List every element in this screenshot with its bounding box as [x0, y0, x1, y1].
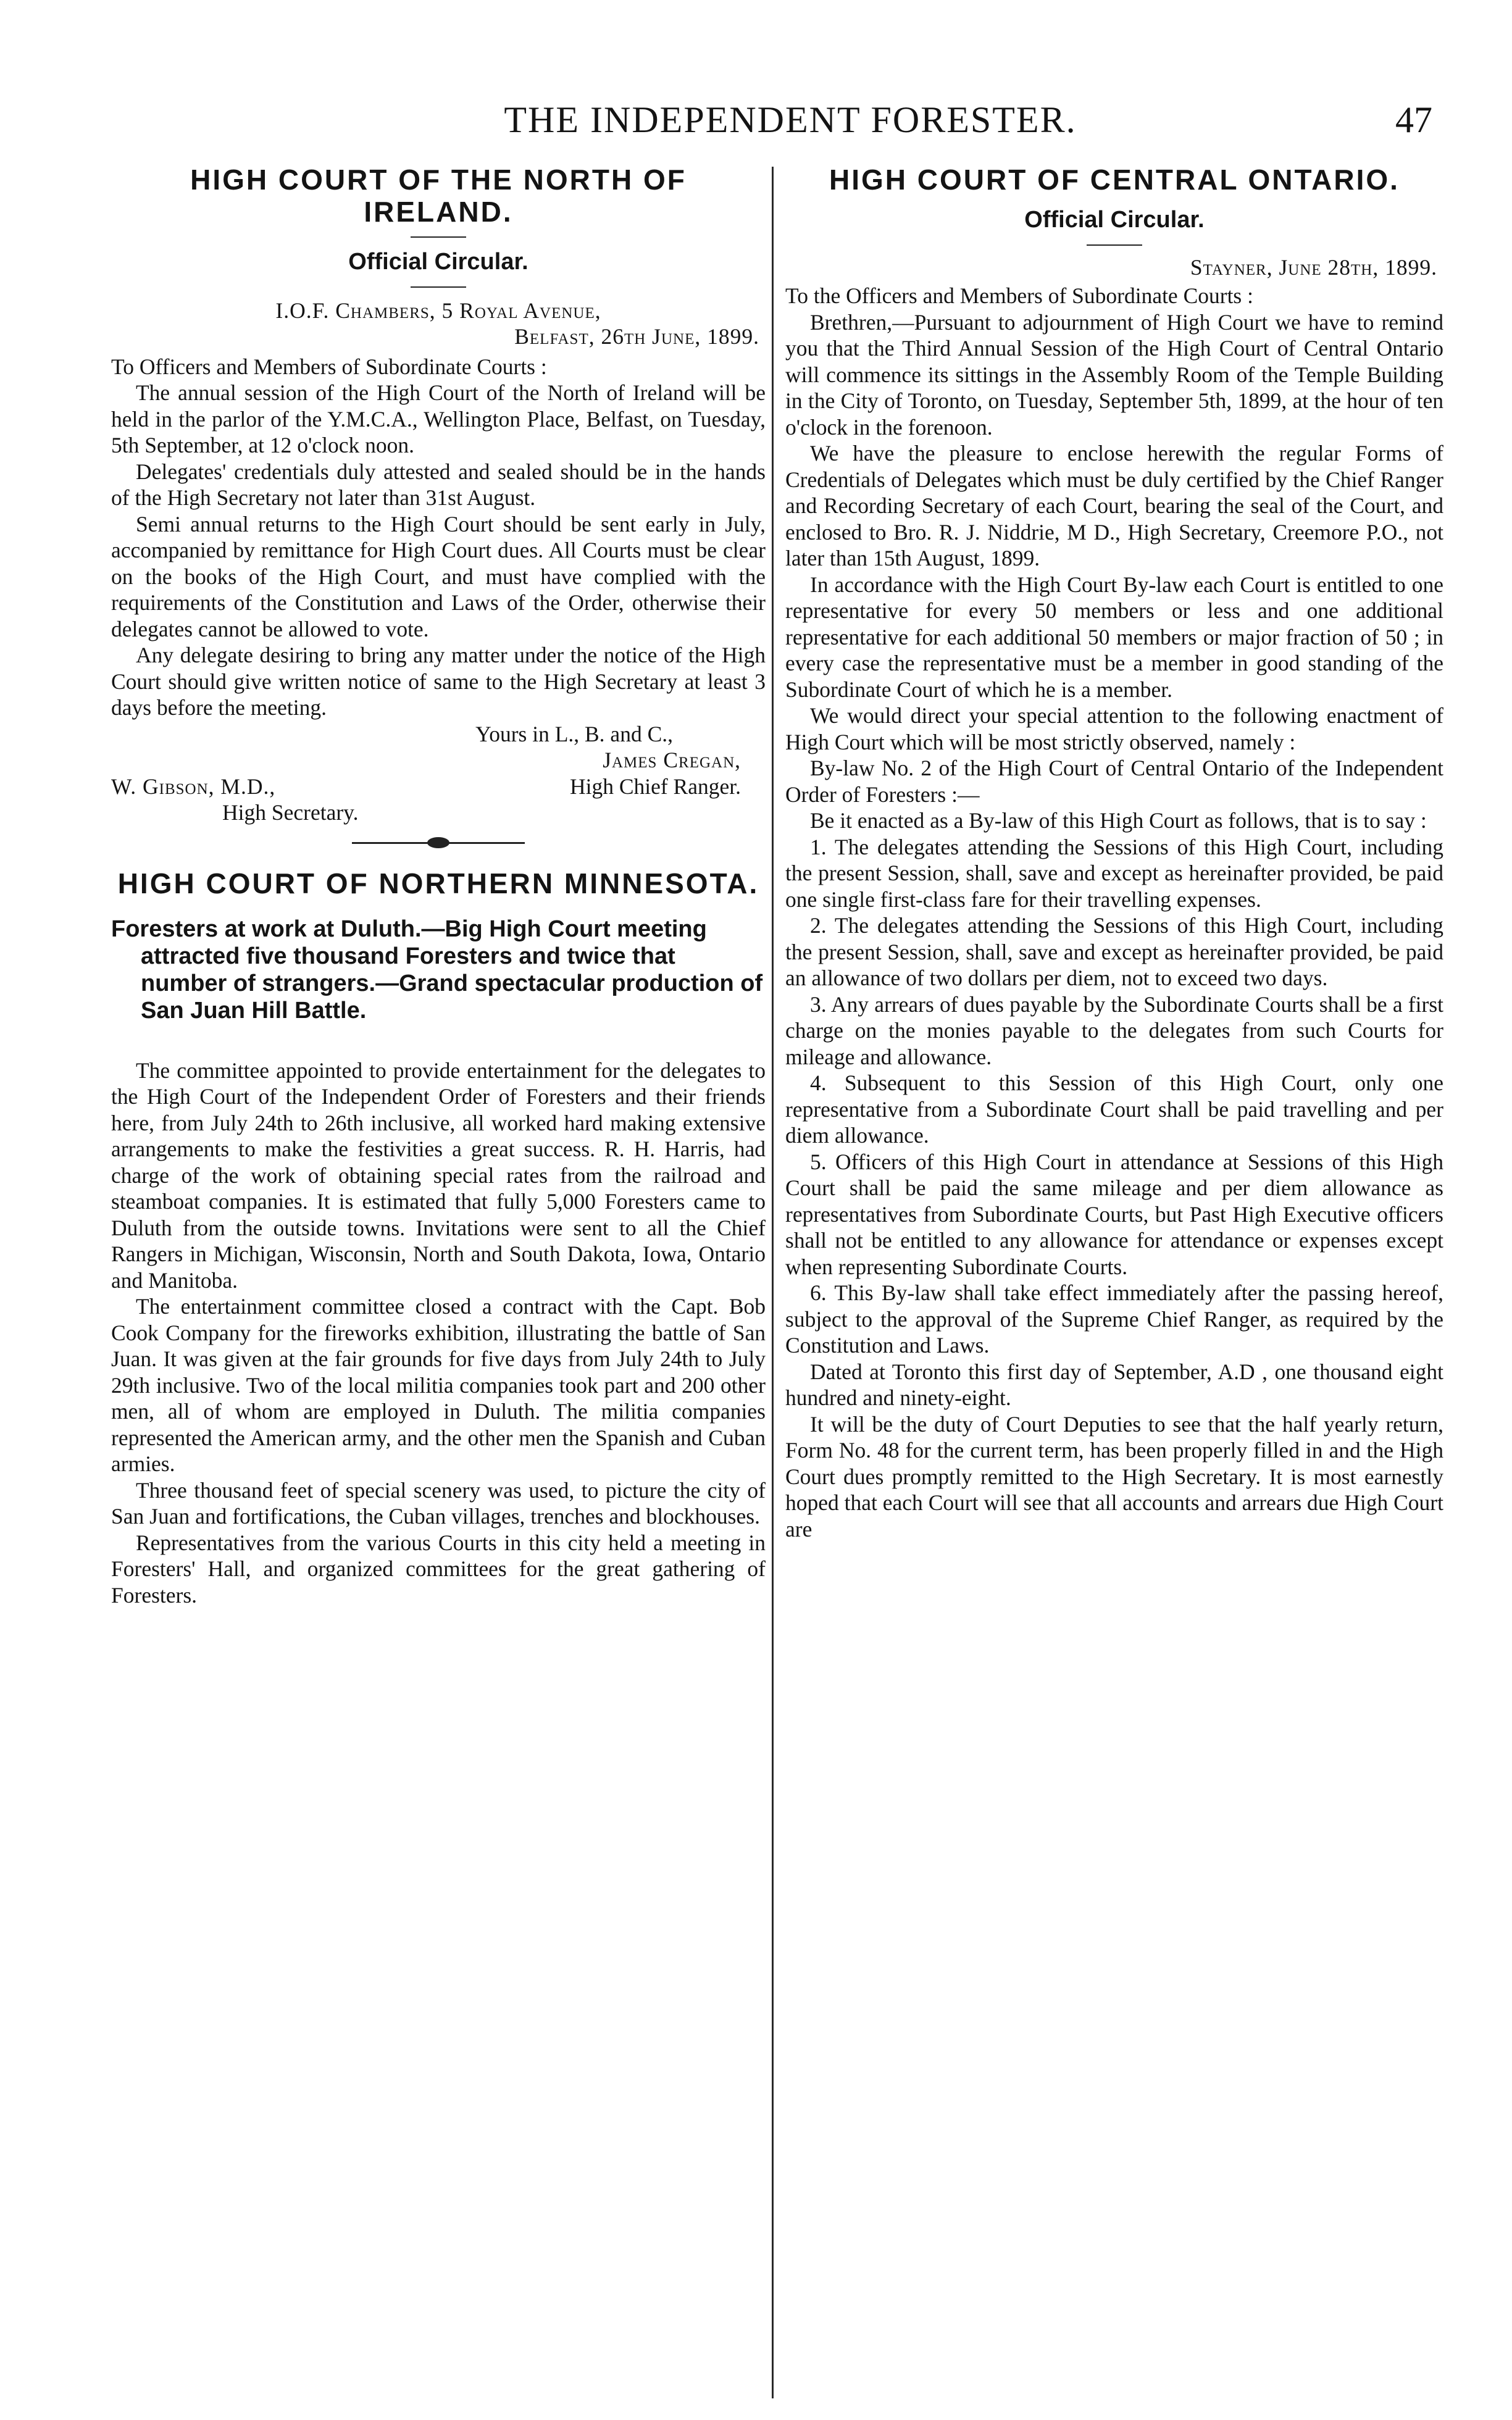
paragraph: Three thousand feet of special scenery was used, to picture the city of San Juan and fortifications, the Cuban villages, trenches and blockhouses.	[111, 1477, 766, 1529]
dateline: Stayner, June 28th, 1899.	[1190, 254, 1437, 280]
paragraph: We would direct your special attention to the following enactment of High Court which will be most strictly observed, namely :	[785, 703, 1443, 754]
bylaw-item: 2. The delegates attending the Sessions of this High Court, including the present Session, shall, save and except as hereinafter provided, be paid an allowance of two dollars per diem, not to exceed two days.	[785, 913, 1443, 990]
running-title: THE INDEPENDENT FORESTER.	[504, 99, 1077, 140]
paragraph: Dated at Toronto this first day of September, A.D , one thousand eight hundred and ninety-eight.	[785, 1359, 1443, 1410]
left-column	[111, 164, 766, 1608]
page-header	[0, 99, 1512, 154]
signer-title: High Chief Ranger.	[569, 774, 741, 799]
paragraph: The committee appointed to provide entertainment for the delegates to the High Court of the Independent Order of Foresters and their friends here, from July 24th to 26th inclusive, all worked hard making extensive arrangements to make the festivities a great success. R. H. Harris, had charge of the work of obtaining special rates from the railroad and steamboat companies. It is estimated that fully 5,000 Foresters came to Duluth from the outside towns. Invitations were sent to all the Chief Rangers in Michigan, Wisconsin, North and South Dakota, Iowa, Ontario and Manitoba.	[111, 1058, 766, 1293]
paragraph: Be it enacted as a By-law of this High Court as follows, that is to say :	[810, 808, 1427, 833]
paragraph: The annual session of the High Court of the North of Ireland will be held in the parlor of the Y.M.C.A., Wellington Place, Belfast, on Tuesday, 5th September, at 12 o'clock noon.	[111, 380, 766, 457]
article-subheading: Official Circular.	[348, 249, 528, 275]
page-number: 47	[1395, 99, 1432, 140]
right-column	[785, 164, 1443, 1542]
article-heading: HIGH COURT OF CENTRAL ONTARIO.	[829, 164, 1400, 196]
bylaw-item: 3. Any arrears of dues payable by the Subordinate Courts shall be a first charge on the monies payable to the delegates from such Courts for mileage and allowance.	[785, 991, 1443, 1069]
article-heading: HIGH COURT OF NORTHERN MINNESOTA.	[117, 867, 759, 899]
article-subheading: Foresters at work at Duluth.—Big High Court meeting attracted five thousand Foresters and twice that number of strangers.—Grand spectacular production of San Juan Hill Battle.	[111, 916, 763, 1024]
paragraph: Semi annual returns to the High Court should be sent early in July, accompanied by remittance for High Court dues. All Courts must be clear on the books of the High Court, and must have complied with the requirements of the Constitution and Laws of the Order, otherwise their delegates cannot be allowed to vote.	[111, 511, 766, 641]
article-subheading: Official Circular.	[1024, 207, 1205, 233]
paragraph: Brethren,—Pursuant to adjournment of High Court we have to remind you that the Third Annual Session of the High Court of Central Ontario will commence its sittings in the Assembly Room of the Temple Building in the City of Toronto, on Tuesday, September 5th, 1899, at the hour of ten o'clock in the forenoon.	[785, 309, 1443, 440]
signature-row	[111, 774, 766, 800]
paragraph: In accordance with the High Court By-law each Court is entitled to one representative for every 50 members or less and one additional representative for each additional 50 members or major fraction of 50 ; in every case the representative must be a member in good standing of the Subordinate Court of which he is a member.	[785, 572, 1443, 702]
article-heading: HIGH COURT OF THE NORTH OF IRELAND.	[190, 164, 687, 228]
section-ornament	[352, 842, 525, 844]
paragraph: Any delegate desiring to bring any matter under the notice of the High Court should give written notice of same to the High Secretary at least 3 days before the meeting.	[111, 643, 766, 720]
paragraph: We have the pleasure to enclose herewith the regular Forms of Credentials of Delegates which must be duly certified by the Chief Ranger and Recording Secretary of each Court, bearing the seal of the Court, and enclosed to Bro. R. J. Niddrie, M D., High Secretary, Creemore P.O., not later than 15th August, 1899.	[785, 441, 1443, 570]
signer-name: W. Gibson, M.D.,	[111, 774, 276, 799]
address-line: I.O.F. Chambers, 5 Royal Avenue,	[275, 298, 601, 323]
paragraph: The entertainment committee closed a contract with the Capt. Bob Cook Company for the fireworks exhibition, illustrating the battle of San Juan. It was given at the fair grounds for five days from July 24th to July 29th inclusive. Two of the local militia companies took part and 200 other men, all of whom are employed in Duluth. The militia companies represented the American army, and the other men the Spanish and Cuban armies.	[111, 1294, 766, 1476]
article-central-ontario	[785, 164, 1443, 1542]
article-north-of-ireland	[111, 164, 766, 826]
paragraph: By-law No. 2 of the High Court of Central Ontario of the Independent Order of Foresters :—	[785, 756, 1443, 807]
closing: Yours in L., B. and C.,	[475, 721, 673, 746]
bylaw-item: 5. Officers of this High Court in attendance at Sessions of this High Court shall be paid the same mileage and per diem allowance as representatives from Subordinate Courts, but Past High Executive officers shall not be entitled to any allowance for attendance or expenses except when representing Subordinate Courts.	[785, 1149, 1443, 1279]
article-northern-minnesota	[111, 867, 766, 1609]
bylaw-item: 6. This By-law shall take effect immediately after the passing hereof, subject to the approval of the Supreme Chief Ranger, as required by the Constitution and Laws.	[785, 1280, 1443, 1358]
paragraph: Representatives from the various Courts in this city held a meeting in Foresters' Hall, and organized committees for the great gathering of Foresters.	[111, 1530, 766, 1608]
address-line: Belfast, 26th June, 1899.	[514, 324, 759, 349]
bylaw-item: 4. Subsequent to this Session of this High Court, only one representative from a Subordinate Court shall be paid travelling and per diem allowance.	[785, 1070, 1443, 1148]
short-rule	[1087, 244, 1142, 246]
column-divider	[772, 167, 774, 2398]
salutation: To the Officers and Members of Subordinate Courts :	[785, 283, 1253, 308]
bylaw-item: 1. The delegates attending the Sessions of this High Court, including the present Session, shall, save and except as hereinafter provided, be paid one single first-class fare for their travelling expenses.	[785, 834, 1443, 912]
paragraph: Delegates' credentials duly attested and sealed should be in the hands of the High Secretary not later than 31st August.	[111, 459, 766, 510]
short-rule	[411, 286, 466, 288]
signer-name: James Cregan,	[603, 748, 741, 772]
short-rule	[411, 236, 466, 238]
salutation: To Officers and Members of Subordinate Courts :	[111, 354, 547, 379]
signer-title: High Secretary.	[222, 800, 359, 825]
paragraph: It will be the duty of Court Deputies to see that the half yearly return, Form No. 48 for the current term, has been properly filled in and the High Court dues promptly remitted to the High Secretary. It is most earnestly hoped that each Court will see that all accounts and arrears due High Court are	[785, 1411, 1443, 1542]
